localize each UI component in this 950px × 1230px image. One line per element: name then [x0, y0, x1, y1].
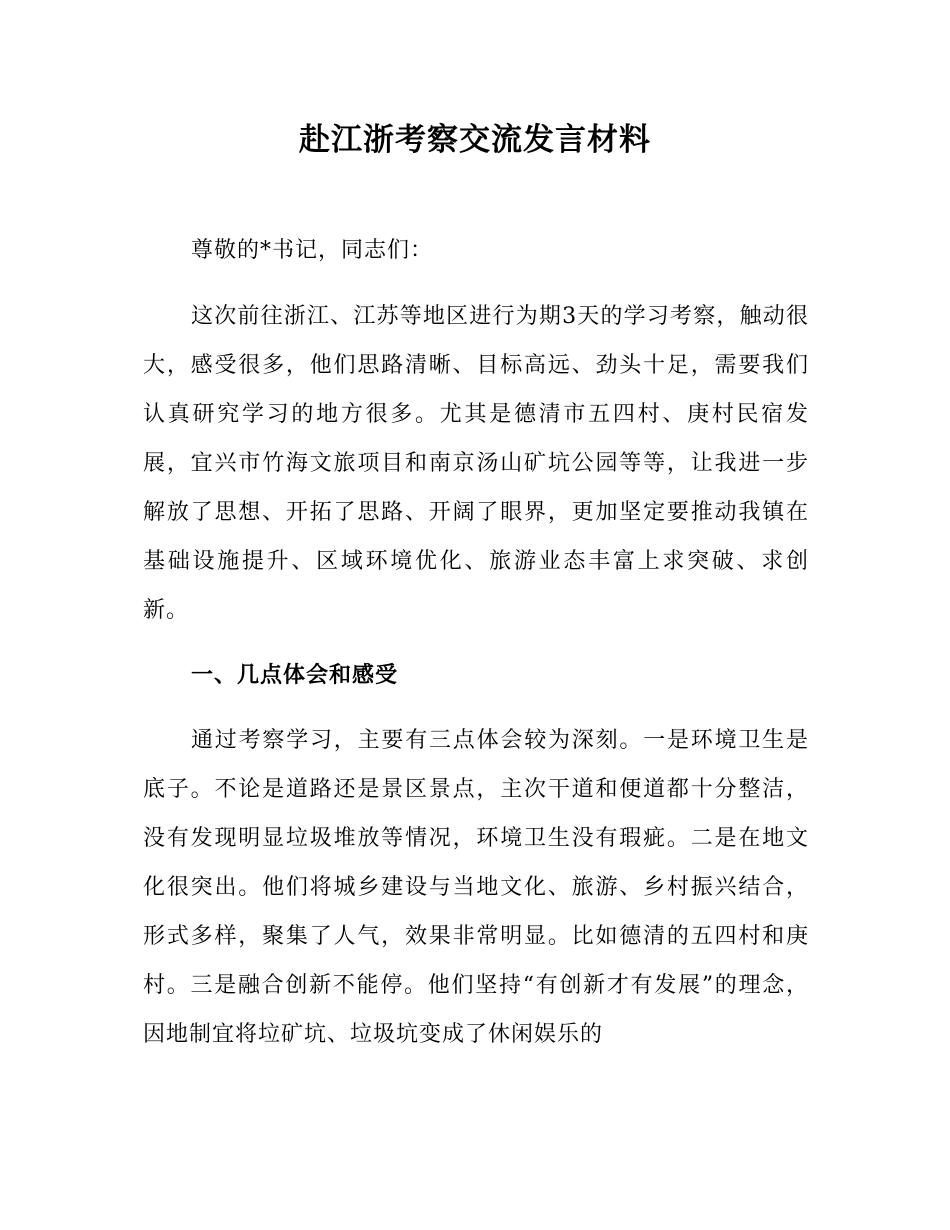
- document-body: [143, 226, 809, 1059]
- section-heading: 一、几点体会和感受: [191, 663, 399, 688]
- paragraph-experience: 通过考察学习，主要有三点体会较为深刻。一是环境卫生是底子。不论是道路还是景区景点，主次干道和便道都十分整洁，没有发现明显垃圾堆放等情况，环境卫生没有瑕疵。二是在地文化很突出。他们将城乡建设与当地文化、旅游、乡村振兴结合，形式多样，聚集了人气，效果非常明显。比如德清的五四村和庚村。三是融合创新不能停。他们坚持“有创新才有发展”的理念，因地制宜将垃矿坑、垃圾坑变成了休闲娱乐的: [143, 728, 809, 1047]
- greeting: 尊敬的*书记，同志们：: [191, 238, 434, 263]
- paragraph-intro: 这次前往浙江、江苏等地区进行为期3天的学习考察，触动很大，感受很多，他们思路清晰、目标高远、劲头十足，需要我们认真研究学习的地方很多。尤其是德清市五四村、庚村民宿发展，宜兴市竹海文旅项目和南京汤山矿坑公园等等，让我进一步解放了思想、开拓了思路、开阔了眼界，更加坚定要推动我镇在基础设施提升、区域环境优化、旅游业态丰富上求突破、求创新。: [143, 304, 809, 623]
- document-title: 赴江浙考察交流发言材料: [299, 122, 651, 158]
